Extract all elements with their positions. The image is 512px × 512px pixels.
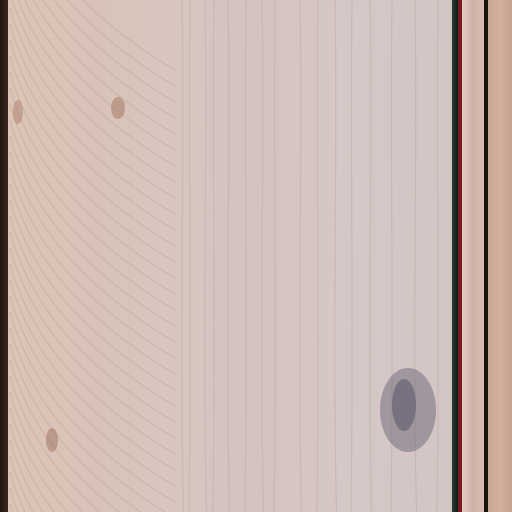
- grain-vertical-line: [351, 0, 352, 512]
- grain-arc-line: [10, 0, 175, 150]
- grain-vertical-line: [245, 0, 246, 512]
- grain-arc-line: [10, 456, 175, 512]
- grain-arc-line: [10, 0, 175, 182]
- grain-vertical-line: [182, 0, 184, 512]
- knot-lower: [46, 428, 58, 452]
- grain-vertical-line: [213, 0, 214, 512]
- grain-vertical-line: [335, 0, 337, 512]
- grain-arc-line: [10, 408, 175, 512]
- grain-arc-line: [10, 376, 175, 512]
- grain-arc-line: [10, 360, 175, 512]
- grain-vertical-line: [437, 0, 438, 512]
- grain-vertical-line: [262, 0, 264, 512]
- grain-arc-line: [10, 488, 175, 512]
- dark-stain-core: [392, 379, 416, 431]
- grain-vertical-line: [274, 0, 275, 512]
- grain-arcs: [10, 0, 175, 512]
- grain-vertical-line: [317, 0, 318, 512]
- knot-upper: [111, 97, 125, 119]
- knot-upper-left: [13, 100, 23, 124]
- grain-vertical-line: [370, 0, 372, 512]
- grain-vertical-line: [189, 0, 190, 512]
- grain-vertical-line: [228, 0, 230, 512]
- grain-vertical-line: [300, 0, 302, 512]
- grain-arc-line: [10, 0, 175, 118]
- grain-vertical-line: [205, 0, 207, 512]
